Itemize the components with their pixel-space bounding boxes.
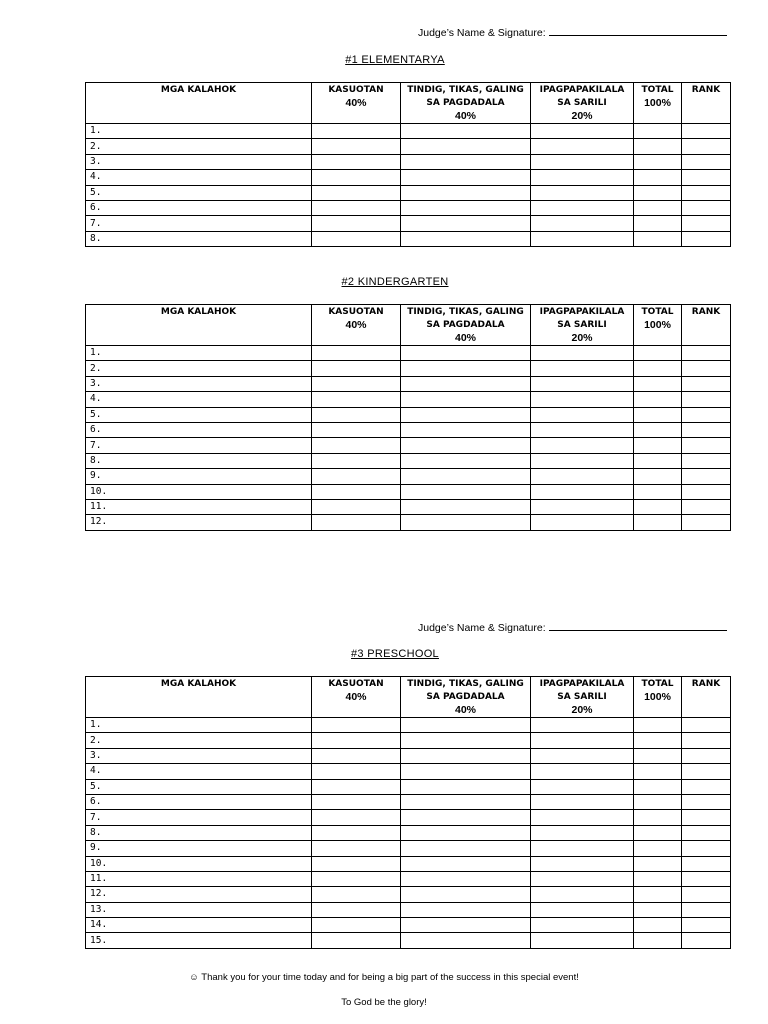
total-score-cell[interactable] [634,794,682,809]
rank-cell[interactable] [682,346,731,361]
total-score-cell[interactable] [634,825,682,840]
intro-score-cell[interactable] [531,887,634,902]
col-participants: MGA KALAHOK [86,677,312,718]
intro-score-cell[interactable] [531,733,634,748]
total-score-cell[interactable] [634,422,682,437]
rank-cell[interactable] [682,515,731,530]
rank-cell[interactable] [682,871,731,886]
rank-cell[interactable] [682,779,731,794]
intro-score-cell[interactable] [531,422,634,437]
closing-line: To God be the glory! [341,997,427,1008]
table-row [86,856,731,871]
participant-cell[interactable]: 5. [86,185,312,200]
intro-score-cell[interactable] [531,871,634,886]
rank-cell[interactable] [682,139,731,154]
participant-cell[interactable]: 6. [86,794,312,809]
rank-cell[interactable] [682,841,731,856]
table-row [86,515,731,530]
table-row [86,139,731,154]
intro-score-cell[interactable] [531,392,634,407]
table-row [86,871,731,886]
rank-cell[interactable] [682,231,731,246]
participant-cell[interactable]: 6. [86,200,312,215]
rank-cell[interactable] [682,918,731,933]
table-header [86,83,731,124]
header-row [86,677,731,718]
total-score-cell[interactable] [634,918,682,933]
intro-score-cell[interactable] [531,841,634,856]
participant-cell[interactable]: 7. [86,438,312,453]
participant-cell[interactable]: 1. [86,124,312,139]
participant-cell[interactable]: 2. [86,361,312,376]
total-score-cell[interactable] [634,733,682,748]
poise-score-cell[interactable] [401,185,531,200]
participant-cell[interactable]: 2. [86,733,312,748]
rank-cell[interactable] [682,733,731,748]
judge-label: Judge’s Name & Signature: [418,27,546,39]
intro-score-cell[interactable] [531,407,634,422]
poise-score-cell[interactable] [401,200,531,215]
participant-cell[interactable]: 3. [86,154,312,169]
table-row [86,718,731,733]
costume-score-cell[interactable] [312,200,401,215]
poise-score-cell[interactable] [401,139,531,154]
col-costume: KASUOTAN 40% [312,83,401,124]
signature-blank[interactable] [549,622,727,631]
intro-score-cell[interactable] [531,718,634,733]
poise-score-cell[interactable] [401,499,531,514]
costume-score-cell[interactable] [312,499,401,514]
participant-cell[interactable]: 8. [86,825,312,840]
poise-score-cell[interactable] [401,918,531,933]
col-costume: KASUOTAN 40% [312,677,401,718]
col-total: TOTAL 100% [634,677,682,718]
rank-cell[interactable] [682,810,731,825]
intro-score-cell[interactable] [531,361,634,376]
thank-you-note: ☺ Thank you for your time today and for being a big part of the success in this special event! [189,972,579,983]
costume-score-cell[interactable] [312,124,401,139]
total-score-cell[interactable] [634,392,682,407]
rank-cell[interactable] [682,407,731,422]
total-score-cell[interactable] [634,841,682,856]
table-row [86,918,731,933]
participant-cell[interactable]: 1. [86,346,312,361]
intro-score-cell[interactable] [531,918,634,933]
rank-cell[interactable] [682,453,731,468]
table-row [86,779,731,794]
table-row [86,794,731,809]
intro-score-cell[interactable] [531,825,634,840]
costume-score-cell[interactable] [312,185,401,200]
rank-cell[interactable] [682,794,731,809]
intro-score-cell[interactable] [531,933,634,948]
costume-score-cell[interactable] [312,718,401,733]
col-rank: RANK [682,305,731,346]
total-score-cell[interactable] [634,810,682,825]
costume-score-cell[interactable] [312,733,401,748]
table-row [86,748,731,763]
poise-score-cell[interactable] [401,438,531,453]
section-title-3: #3 PRESCHOOL [351,648,439,660]
poise-score-cell[interactable] [401,779,531,794]
intro-score-cell[interactable] [531,515,634,530]
table-row [86,216,731,231]
judge-signature-line [418,622,727,634]
participant-cell[interactable]: 11. [86,871,312,886]
intro-score-cell[interactable] [531,779,634,794]
poise-score-cell[interactable] [401,856,531,871]
intro-score-cell[interactable] [531,902,634,917]
table-row [86,170,731,185]
total-score-cell[interactable] [634,200,682,215]
header-row [86,305,731,346]
poise-score-cell[interactable] [401,346,531,361]
intro-score-cell[interactable] [531,216,634,231]
participant-cell[interactable]: 3. [86,376,312,391]
rank-cell[interactable] [682,170,731,185]
total-score-cell[interactable] [634,231,682,246]
poise-score-cell[interactable] [401,422,531,437]
rank-cell[interactable] [682,887,731,902]
col-intro: IPAGPAPAKILALA SA SARILI 20% [531,83,634,124]
rank-cell[interactable] [682,422,731,437]
table-row [86,438,731,453]
rank-cell[interactable] [682,856,731,871]
costume-score-cell[interactable] [312,484,401,499]
total-score-cell[interactable] [634,748,682,763]
col-intro: IPAGPAPAKILALA SA SARILI 20% [531,305,634,346]
table-row [86,231,731,246]
score-table-elementarya [85,82,731,247]
intro-score-cell[interactable] [531,453,634,468]
costume-score-cell[interactable] [312,856,401,871]
participant-cell[interactable]: 15. [86,933,312,948]
costume-score-cell[interactable] [312,933,401,948]
rank-cell[interactable] [682,469,731,484]
intro-score-cell[interactable] [531,376,634,391]
poise-score-cell[interactable] [401,484,531,499]
intro-score-cell[interactable] [531,200,634,215]
table-row [86,453,731,468]
rank-cell[interactable] [682,764,731,779]
intro-score-cell[interactable] [531,231,634,246]
participant-cell[interactable]: 7. [86,810,312,825]
intro-score-cell[interactable] [531,170,634,185]
total-score-cell[interactable] [634,124,682,139]
total-score-cell[interactable] [634,346,682,361]
costume-score-cell[interactable] [312,422,401,437]
poise-score-cell[interactable] [401,124,531,139]
col-participants: MGA KALAHOK [86,305,312,346]
poise-score-cell[interactable] [401,794,531,809]
intro-score-cell[interactable] [531,346,634,361]
costume-score-cell[interactable] [312,407,401,422]
table-row [86,902,731,917]
poise-score-cell[interactable] [401,216,531,231]
table-row [86,764,731,779]
table-row [86,825,731,840]
costume-score-cell[interactable] [312,346,401,361]
table-row [86,422,731,437]
participant-cell[interactable]: 10. [86,484,312,499]
header-row [86,83,731,124]
total-score-cell[interactable] [634,453,682,468]
costume-score-cell[interactable] [312,871,401,886]
intro-score-cell[interactable] [531,469,634,484]
col-intro: IPAGPAPAKILALA SA SARILI 20% [531,677,634,718]
costume-score-cell[interactable] [312,918,401,933]
table-row [86,392,731,407]
participant-cell[interactable]: 8. [86,231,312,246]
costume-score-cell[interactable] [312,902,401,917]
total-score-cell[interactable] [634,216,682,231]
costume-score-cell[interactable] [312,887,401,902]
score-table-kindergarten [85,304,731,531]
poise-score-cell[interactable] [401,718,531,733]
poise-score-cell[interactable] [401,392,531,407]
costume-score-cell[interactable] [312,453,401,468]
table-row [86,484,731,499]
costume-score-cell[interactable] [312,231,401,246]
table-row [86,887,731,902]
rank-cell[interactable] [682,484,731,499]
total-score-cell[interactable] [634,718,682,733]
rank-cell[interactable] [682,361,731,376]
participant-cell[interactable]: 3. [86,748,312,763]
poise-score-cell[interactable] [401,871,531,886]
participant-cell[interactable]: 14. [86,918,312,933]
participant-cell[interactable]: 2. [86,139,312,154]
poise-score-cell[interactable] [401,933,531,948]
total-score-cell[interactable] [634,139,682,154]
rank-cell[interactable] [682,902,731,917]
poise-score-cell[interactable] [401,748,531,763]
poise-score-cell[interactable] [401,902,531,917]
total-score-cell[interactable] [634,407,682,422]
participant-cell[interactable]: 6. [86,422,312,437]
judge-signature-line [418,27,727,39]
table-row [86,185,731,200]
costume-score-cell[interactable] [312,170,401,185]
table-row [86,933,731,948]
col-poise: TINDIG, TIKAS, GALING SA PAGDADALA 40% [401,305,531,346]
table-row [86,407,731,422]
intro-score-cell[interactable] [531,748,634,763]
participant-cell[interactable]: 11. [86,499,312,514]
table-row [86,376,731,391]
intro-score-cell[interactable] [531,438,634,453]
poise-score-cell[interactable] [401,361,531,376]
rank-cell[interactable] [682,216,731,231]
participant-cell[interactable]: 4. [86,392,312,407]
col-poise: TINDIG, TIKAS, GALING SA PAGDADALA 40% [401,83,531,124]
rank-cell[interactable] [682,154,731,169]
poise-score-cell[interactable] [401,170,531,185]
table-row [86,841,731,856]
participant-cell[interactable]: 4. [86,764,312,779]
score-table-preschool [85,676,731,949]
table-row [86,469,731,484]
col-rank: RANK [682,677,731,718]
rank-cell[interactable] [682,825,731,840]
total-score-cell[interactable] [634,902,682,917]
total-score-cell[interactable] [634,170,682,185]
costume-score-cell[interactable] [312,794,401,809]
total-score-cell[interactable] [634,438,682,453]
table-row [86,346,731,361]
intro-score-cell[interactable] [531,185,634,200]
poise-score-cell[interactable] [401,810,531,825]
col-poise: TINDIG, TIKAS, GALING SA PAGDADALA 40% [401,677,531,718]
participant-cell[interactable]: 13. [86,902,312,917]
poise-score-cell[interactable] [401,453,531,468]
rank-cell[interactable] [682,200,731,215]
table-body [86,124,731,247]
intro-score-cell[interactable] [531,484,634,499]
participant-cell[interactable]: 4. [86,170,312,185]
col-costume: KASUOTAN 40% [312,305,401,346]
intro-score-cell[interactable] [531,124,634,139]
intro-score-cell[interactable] [531,154,634,169]
costume-score-cell[interactable] [312,154,401,169]
rank-cell[interactable] [682,185,731,200]
rank-cell[interactable] [682,718,731,733]
poise-score-cell[interactable] [401,376,531,391]
costume-score-cell[interactable] [312,392,401,407]
total-score-cell[interactable] [634,154,682,169]
intro-score-cell[interactable] [531,764,634,779]
costume-score-cell[interactable] [312,748,401,763]
participant-cell[interactable]: 7. [86,216,312,231]
judge-label: Judge’s Name & Signature: [418,622,546,634]
total-score-cell[interactable] [634,871,682,886]
total-score-cell[interactable] [634,515,682,530]
total-score-cell[interactable] [634,484,682,499]
participant-cell[interactable]: 5. [86,407,312,422]
total-score-cell[interactable] [634,856,682,871]
total-score-cell[interactable] [634,361,682,376]
table-row [86,810,731,825]
participant-cell[interactable]: 9. [86,841,312,856]
intro-score-cell[interactable] [531,810,634,825]
total-score-cell[interactable] [634,376,682,391]
costume-score-cell[interactable] [312,841,401,856]
participant-cell[interactable]: 5. [86,779,312,794]
total-score-cell[interactable] [634,185,682,200]
table-header [86,305,731,346]
section-title-1: #1 ELEMENTARYA [345,54,445,66]
total-score-cell[interactable] [634,764,682,779]
signature-blank[interactable] [549,27,727,36]
total-score-cell[interactable] [634,933,682,948]
table-header [86,677,731,718]
rank-cell[interactable] [682,124,731,139]
poise-score-cell[interactable] [401,887,531,902]
table-body [86,718,731,949]
costume-score-cell[interactable] [312,779,401,794]
costume-score-cell[interactable] [312,764,401,779]
rank-cell[interactable] [682,499,731,514]
section-title-2: #2 KINDERGARTEN [341,276,449,288]
intro-score-cell[interactable] [531,139,634,154]
table-row [86,361,731,376]
table-row [86,124,731,139]
participant-cell[interactable]: 1. [86,718,312,733]
participant-cell[interactable]: 12. [86,515,312,530]
costume-score-cell[interactable] [312,469,401,484]
col-total: TOTAL 100% [634,83,682,124]
costume-score-cell[interactable] [312,361,401,376]
costume-score-cell[interactable] [312,515,401,530]
costume-score-cell[interactable] [312,438,401,453]
total-score-cell[interactable] [634,499,682,514]
rank-cell[interactable] [682,376,731,391]
rank-cell[interactable] [682,392,731,407]
rank-cell[interactable] [682,748,731,763]
intro-score-cell[interactable] [531,794,634,809]
poise-score-cell[interactable] [401,469,531,484]
poise-score-cell[interactable] [401,764,531,779]
total-score-cell[interactable] [634,779,682,794]
col-rank: RANK [682,83,731,124]
participant-cell[interactable]: 10. [86,856,312,871]
total-score-cell[interactable] [634,469,682,484]
rank-cell[interactable] [682,438,731,453]
col-participants: MGA KALAHOK [86,83,312,124]
poise-score-cell[interactable] [401,825,531,840]
poise-score-cell[interactable] [401,733,531,748]
participant-cell[interactable]: 8. [86,453,312,468]
costume-score-cell[interactable] [312,825,401,840]
table-row [86,154,731,169]
poise-score-cell[interactable] [401,841,531,856]
costume-score-cell[interactable] [312,139,401,154]
table-body [86,346,731,531]
rank-cell[interactable] [682,933,731,948]
participant-cell[interactable]: 12. [86,887,312,902]
poise-score-cell[interactable] [401,407,531,422]
costume-score-cell[interactable] [312,216,401,231]
poise-score-cell[interactable] [401,515,531,530]
table-row [86,733,731,748]
poise-score-cell[interactable] [401,154,531,169]
table-row [86,200,731,215]
costume-score-cell[interactable] [312,376,401,391]
table-row [86,499,731,514]
total-score-cell[interactable] [634,887,682,902]
col-total: TOTAL 100% [634,305,682,346]
poise-score-cell[interactable] [401,231,531,246]
intro-score-cell[interactable] [531,499,634,514]
intro-score-cell[interactable] [531,856,634,871]
participant-cell[interactable]: 9. [86,469,312,484]
costume-score-cell[interactable] [312,810,401,825]
